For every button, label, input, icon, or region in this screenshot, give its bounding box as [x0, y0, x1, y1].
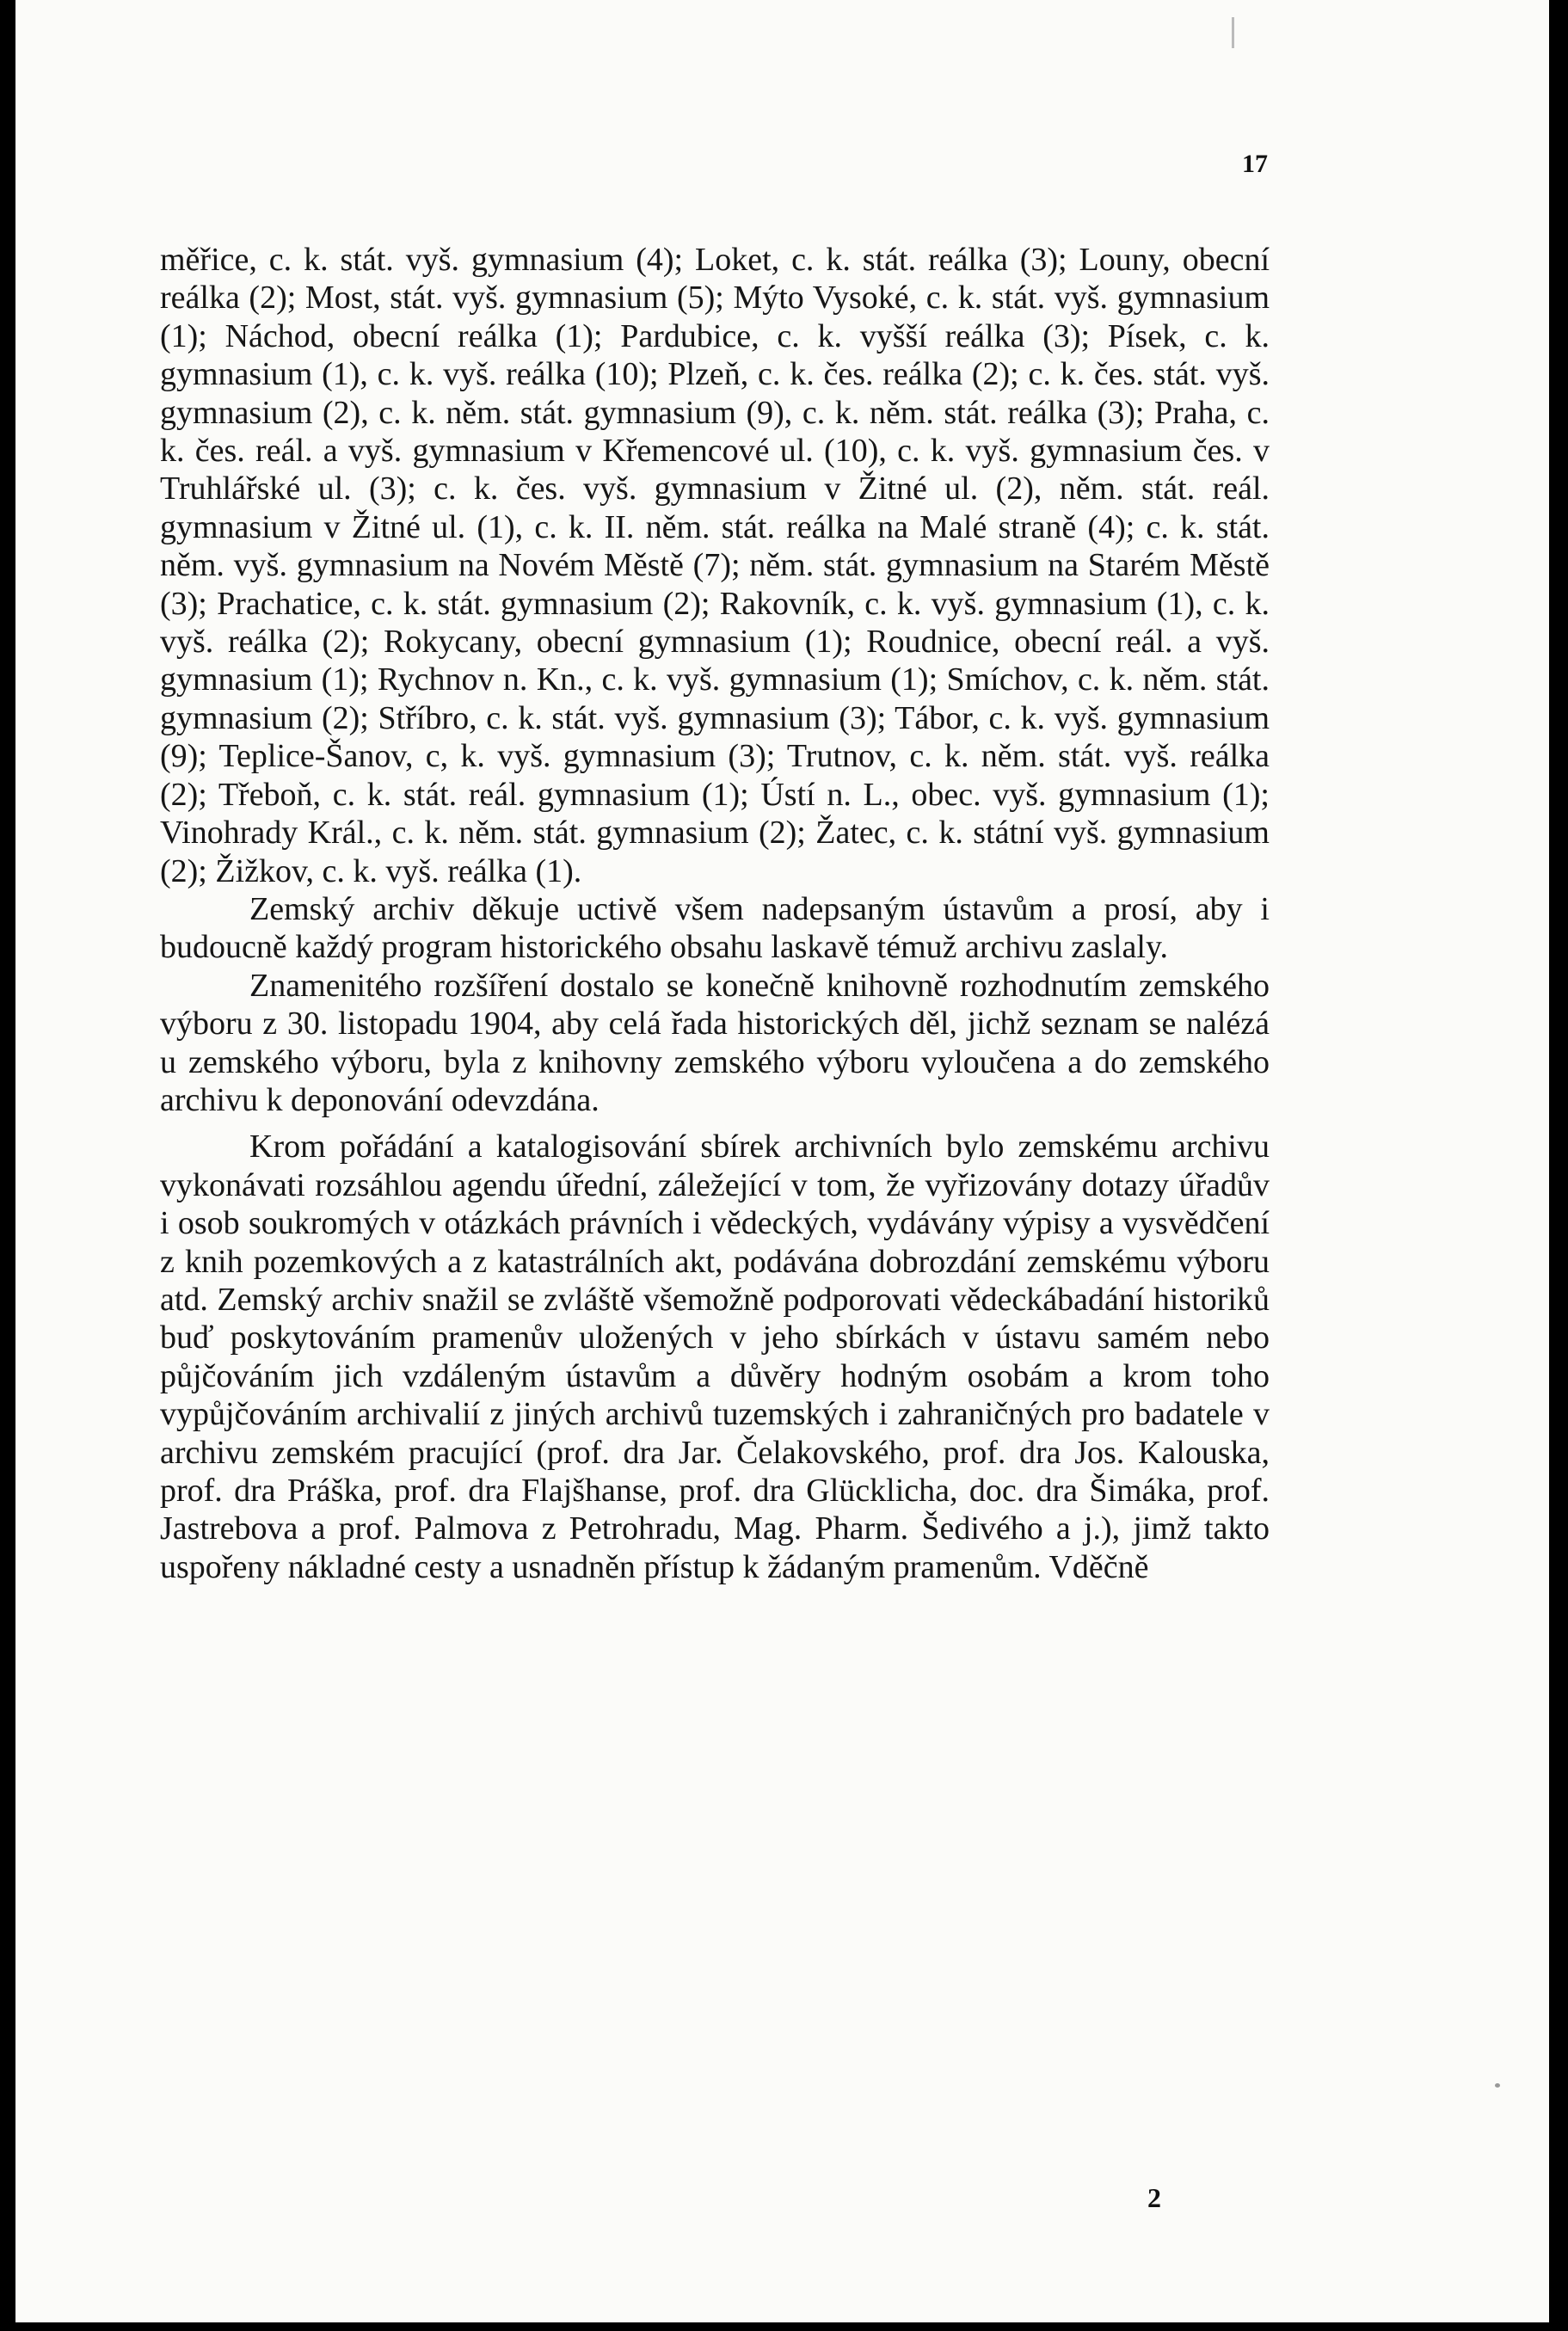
paper-speck [1495, 2083, 1500, 2088]
paragraph-school-list: měřice, c. k. stát. vyš. gymnasium (4); Loket, c. k. stát. reálka (3); Louny, obecní reálka (2); Most, stát. vyš. gymnasium (5); Mýto Vysoké, c. k. stát. vyš. gymnasium (1); Náchod, obecní reálka (1); Pardubice, c. k. vyšší reálka (3); Písek, c. k. gymnasium (1), c. k. vyš. reálka (10); Plzeň, c. k. čes. reálka (2); c. k. čes. stát. vyš. gymnasium (2), c. k. něm. stát. gymnasium (9), c. k. něm. stát. reálka (3); Praha, c. k. čes. reál. a vyš. gymnasium v Křemencové ul. (10), c. k. vyš. gymnasium čes. v Truhlářské ul. (3); c. k. čes. vyš. gymnasium v Žitné ul. (2), něm. stát. reál. gymnasium v Žitné ul. (1), c. k. II. něm. stát. reálka na Malé straně (4); c. k. stát. něm. vyš. gymnasium na Novém Městě (7); něm. stát. gymnasium na Starém Městě (3); Prachatice, c. k. stát. gymnasium (2); Rakovník, c. k. vyš. gymnasium (1), c. k. vyš. reálka (2); Rokycany, obecní gymnasium (1); Roudnice, obecní reál. a vyš. gymnasium (1); Rychnov n. Kn., c. k. vyš. gymnasium (1); Smíchov, c. k. něm. stát. gymnasium (2); Stříbro, c. k. stát. vyš. gymnasium (3); Tábor, c. k. vyš. gymnasium (9); Teplice-Šanov, c, k. vyš. gymnasium (3); Trutnov, c. k. něm. stát. vyš. reálka (2); Třeboň, c. k. stát. reál. gymnasium (1); Ústí n. L., obec. vyš. gymnasium (1); Vinohrady Král., c. k. něm. stát. gymnasium (2); Žatec, c. k. státní vyš. gymnasium (2); Žižkov, c. k. vyš. reálka (1). [160, 242, 1270, 889]
paragraph-library: Znamenitého rozšíření dostalo se konečně knihovně rozhodnutím zemského výboru z 30. listopadu 1904, aby celá řada historických děl, jichž seznam se nalézá u zemského výboru, byla z knihovny zemského výboru vyloučena a do zemského archivu k deponování odevzdána. [160, 967, 1270, 1118]
document-page [15, 0, 1549, 2322]
paragraph-thanks: Zemský archiv děkuje uctivě všem nadepsaným ústavům a prosí, aby i budoucně každý program historického obsahu laskavě témuž archivu zaslaly. [160, 890, 1270, 966]
body-text [160, 241, 1270, 1586]
paragraph-agenda: Krom pořádání a katalogisování sbírek archivních bylo zemskému archivu vykonávati rozsáhlou agendu úřední, záležející v tom, že vyřizovány dotazy úřadův i osob soukromých v otázkách právních i vědeckých, vydávány výpisy a vysvědčení z knih pozemkových a z katastrálních akt, podávána dobrozdání zemskému výboru atd. Zemský archiv snažil se zvláště všemožně podporovati vědeckábadání historiků buď poskytováním pramenův uložených v jeho sbírkách v ústavu samém nebo půjčováním jich vzdáleným ústavům a důvěry hodným osobám a krom toho vypůjčováním archivalií z jiných archivů tuzemských i zahraničných pro badatele v archivu zemském pracující (prof. dra Jar. Čelakovského, prof. dra Jos. Kalouska, prof. dra Práška, prof. dra Flajšhanse, prof. dra Glücklicha, doc. dra Šimáka, prof. Jastrebova a prof. Palmova z Petrohradu, Mag. Pharm. Šedivého a j.), jimž takto uspořeny nákladné cesty a usnadněn přístup k žádaným pramenům. Vděčně [160, 1129, 1270, 1585]
page-edge-mark [1232, 17, 1234, 48]
signature-mark: 2 [1147, 2182, 1161, 2213]
page-number: 17 [1242, 150, 1268, 178]
